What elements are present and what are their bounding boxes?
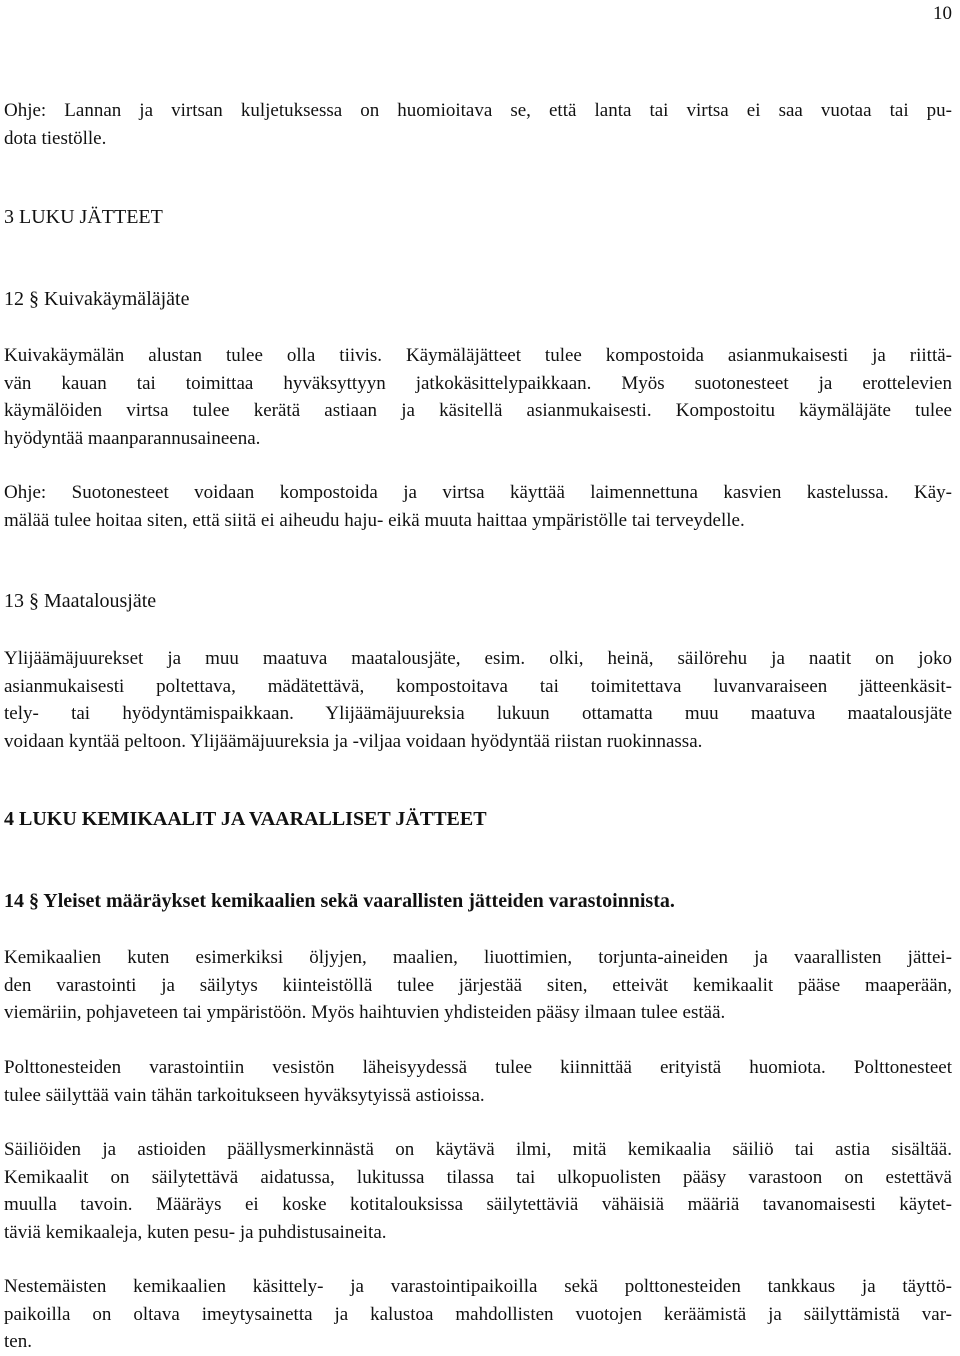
text-line: tulee säilyttää vain tähän tarkoitukseen hyväksytyissä astioissa. bbox=[4, 1084, 485, 1106]
text-line: vän kauan tai toimittaa hyväksyttyyn jatkokäsittelypaikkaan. Myös suotonesteet ja erottelevien bbox=[4, 372, 952, 394]
text-line: hyödyntää maanparannusaineena. bbox=[4, 427, 261, 449]
text-line: viemäriin, pohjaveteen tai ympäristöön. Myös haihtuvien yhdisteiden pääsy ilmaan tulee estää. bbox=[4, 1002, 726, 1023]
text-line: Säiliöiden ja astioiden päällysmerkinnästä on käytävä ilmi, mitä kemikaalia säiliö tai astia sisältää. bbox=[4, 1139, 952, 1160]
text-line: Ylijäämäjuurekset ja muu maatuva maatalousjäte, esim. olki, heinä, säilörehu ja naatit on joko bbox=[4, 648, 952, 669]
text-line: Kemikaalien kuten esimerkiksi öljyjen, maalien, liuottimien, torjunta-aineiden ja vaarallisten jättei- bbox=[4, 947, 952, 968]
text-line: Nestemäisten kemikaalien käsittely- ja varastointipaikoilla sekä polttonesteiden tankkaus ja täyttö- bbox=[4, 1276, 952, 1297]
section-13-heading: 13 § Maatalousjäte bbox=[4, 590, 157, 612]
text-line: voidaan kyntää peltoon. Ylijäämäjuureksia ja -viljaa voidaan hyödyntää riistan ruokinnassa. bbox=[4, 730, 703, 752]
ohje-transport-paragraph bbox=[4, 97, 952, 152]
text-line: paikoilla on oltava imeytysainetta ja kalustoa mahdollisten vuotojen keräämistä ja säilyttämistä var- bbox=[4, 1303, 952, 1325]
section-14-paragraph-4 bbox=[4, 1273, 952, 1356]
text-line: mälää tulee hoitaa siten, että siitä ei aiheudu haju- eikä muuta haittaa ympäristölle tai terveydelle. bbox=[4, 509, 745, 531]
text-line: asianmukaisesti poltettava, mädätettävä, kompostoitava tai toimitettava luvanvaraiseen jätteenkäsit- bbox=[4, 675, 952, 697]
text-line: Kemikaalit on säilytettävä aidatussa, lukitussa tilassa tai ulkopuolisten pääsy varastoon on estettävä bbox=[4, 1166, 952, 1188]
text-line: käymälöiden virtsa tulee kerätä astiaan ja käsitellä asianmukaisesti. Kompostoitu käymäläjäte tulee bbox=[4, 400, 952, 421]
text-line: Ohje: Lannan ja virtsan kuljetuksessa on huomioitava se, että lanta tai virtsa ei saa vuotaa tai pu- bbox=[4, 100, 952, 121]
text-line: tely- tai hyödyntämispaikkaan. Ylijäämäjuureksia lukuun ottamatta muu maatuva maatalousjäte bbox=[4, 703, 952, 724]
text-line: den varastointi ja säilytys kiinteistöllä tulee järjestää siten, etteivät kemikaalit pääse maaperään, bbox=[4, 974, 952, 996]
text-line: täviä kemikaaleja, kuten pesu- ja puhdistusaineita. bbox=[4, 1221, 387, 1243]
text-line: muulla tavoin. Määräys ei koske kotitalouksissa säilytettäviä vähäisiä määriä tavanomaisesti käytet- bbox=[4, 1194, 952, 1215]
section-12-paragraph bbox=[4, 342, 952, 452]
text-line: Kuivakäymälän alustan tulee olla tiivis. Käymäläjätteet tulee kompostoida asianmukaisesti ja riittä- bbox=[4, 345, 952, 366]
text-line: ten. bbox=[4, 1331, 32, 1352]
section-12-heading: 12 § Kuivakäymäläjäte bbox=[4, 288, 190, 310]
page-number: 10 bbox=[933, 3, 952, 24]
section-13-paragraph bbox=[4, 645, 952, 755]
section-14-paragraph-3 bbox=[4, 1136, 952, 1246]
section-14-paragraph-1 bbox=[4, 944, 952, 1027]
section-14-paragraph-2 bbox=[4, 1054, 952, 1109]
chapter-3-heading: 3 LUKU JÄTTEET bbox=[4, 206, 163, 228]
chapter-4-heading: 4 LUKU KEMIKAALIT JA VAARALLISET JÄTTEET bbox=[4, 808, 487, 830]
text-line: Polttonesteiden varastointiin vesistön läheisyydessä tulee kiinnittää erityistä huomiota. Polttonesteet bbox=[4, 1057, 952, 1078]
text-line: dota tiestölle. bbox=[4, 127, 107, 149]
section-12-ohje-paragraph bbox=[4, 479, 952, 534]
section-14-heading: 14 § Yleiset määräykset kemikaalien sekä vaarallisten jätteiden varastoinnista. bbox=[4, 890, 675, 912]
text-line: Ohje: Suotonesteet voidaan kompostoida ja virtsa käyttää laimennettuna kasvien kastelussa. Käy- bbox=[4, 482, 952, 503]
